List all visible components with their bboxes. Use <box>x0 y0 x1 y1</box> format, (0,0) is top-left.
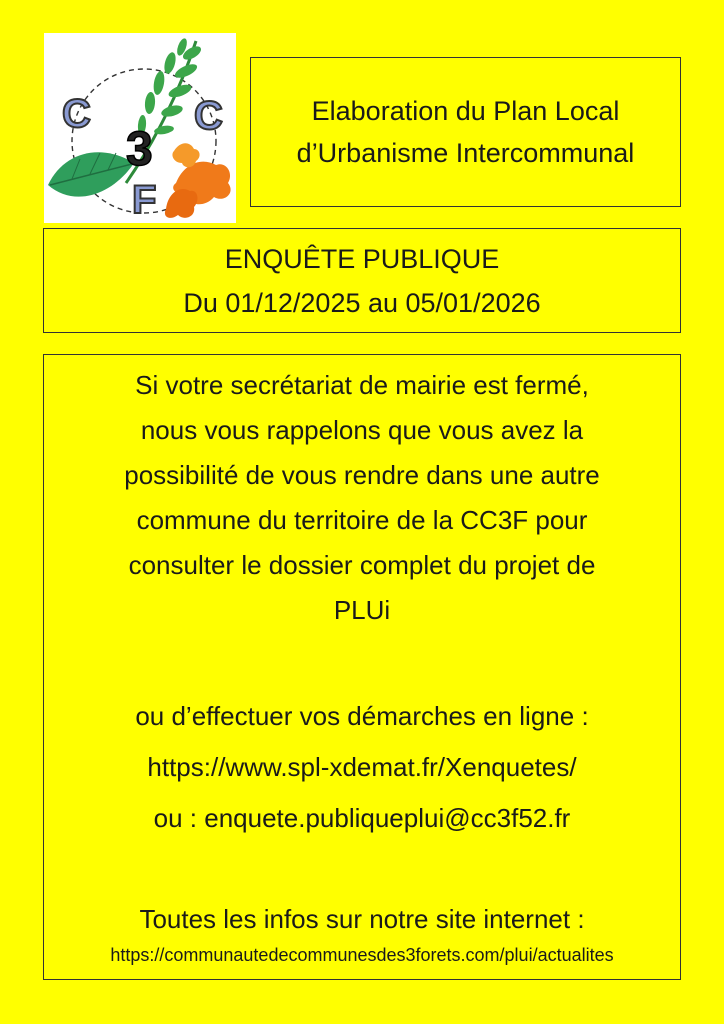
mairie-line-3: possibilité de vous rendre dans une autre <box>124 460 600 490</box>
online-label: ou d’effectuer vos démarches en ligne : <box>135 701 589 731</box>
infos-label: Toutes les infos sur notre site internet : <box>139 904 585 934</box>
mairie-paragraph <box>44 363 680 633</box>
mairie-line-6: PLUi <box>333 595 391 625</box>
plan-title-line-1: Elaboration du Plan Local <box>311 96 620 126</box>
enquete-box <box>43 228 681 333</box>
info-box <box>43 354 681 980</box>
plan-title-line-2: d’Urbanisme Intercommunal <box>296 138 635 168</box>
plan-title-box <box>250 57 681 207</box>
online-url-link[interactable]: https://www.spl-xdemat.fr/Xenquetes/ <box>147 752 577 782</box>
online-paragraph <box>44 691 680 844</box>
logo-letter-c-left: C <box>62 92 91 136</box>
site-url-link[interactable]: https://communautedecommunesdes3forets.com/plui/actualites <box>110 945 614 965</box>
mairie-line-5: consulter le dossier complet du projet de <box>128 550 596 580</box>
oak-leaf-icon <box>165 143 231 218</box>
mairie-line-1: Si votre secrétariat de mairie est fermé, <box>135 370 589 400</box>
cc3f-logo <box>44 33 236 223</box>
enquete-dates: Du 01/12/2025 au 05/01/2026 <box>183 287 541 318</box>
leaf-icon <box>48 152 134 196</box>
logo-letter-f: F <box>132 178 157 222</box>
email-line[interactable]: ou : enquete.publiqueplui@cc3f52.fr <box>153 803 571 833</box>
mairie-line-4: commune du territoire de la CC3F pour <box>136 505 588 535</box>
logo-letter-c-right: C <box>194 94 223 138</box>
enquete-title: ENQUÊTE PUBLIQUE <box>224 243 500 274</box>
logo-digit-3: 3 <box>126 123 153 176</box>
mairie-line-2: nous vous rappelons que vous avez la <box>140 415 584 445</box>
